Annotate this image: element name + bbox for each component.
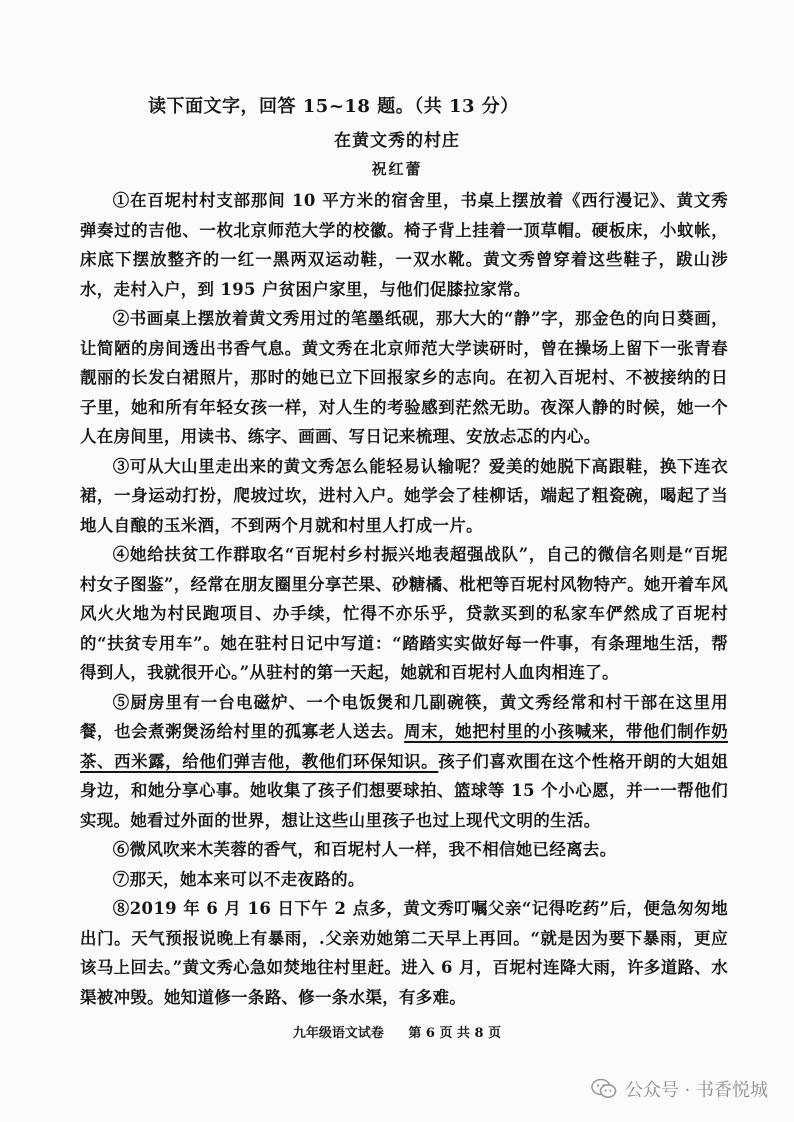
question-instruction: 读下面文字，回答 15~18 题。（共 13 分） (148, 96, 519, 117)
page-footer (0, 1022, 794, 1041)
paragraph-1: ①在百坭村村支部那间 10 平方米的宿舍里，书桌上摆放着《西行漫记》、黄文秀弹奏过的吉他、一枚北京师范大学的校徽。椅子背上挂着一顶草帽。硬板床，小蚊帐，床底下摆放整齐的一红一黑两双运动鞋，一双水靴。黄文秀曾穿着这些鞋子，跋山涉水，走村入户，到 195 户贫困户家里，与他们促膝拉家常。 (80, 191, 728, 299)
paragraph-4: ④她给扶贫工作群取名“百坭村乡村振兴地表超强战队”，自己的微信名则是“百坭村女子图鉴”，经常在朋友圈里分享芒果、砂糖橘、枇杷等百坭村风物特产。她开着车风风火火地为村民跑项目、办手续，忙得不亦乐乎，贷款买到的私家车俨然成了百坭村的“扶贫专用车”。她在驻村日记中写道：“踏踏实实做好每一件事，有条理地生活，帮得到人，我就很开心。”从驻村的第一天起，她就和百坭村人血肉相连了。 (80, 545, 728, 682)
paragraph-5 (80, 688, 728, 836)
underlined-sentence: 周末，她把村里的小孩喊来，带他们制作奶茶、西米露，给他们弹吉他，教他们环保知识。 (80, 722, 728, 771)
article-author: 祝红蕾 (371, 160, 423, 178)
watermark-text: 公众号 · 书香悦城 (624, 1080, 768, 1101)
paragraph-2: ②书画桌上摆放着黄文秀用过的笔墨纸砚，那大大的“静”字，那金色的向日葵画，让简陋的房间透出书香气息。黄文秀在北京师范大学读研时，曾在操场上留下一张青春靓丽的长发白裙照片，那时的她已立下回报家乡的志向。在初入百坭村、不被接纳的日子里，她和所有年轻女孩一样，对人生的考验感到茫然无助。夜深人静的时候，她一个人在房间里，用读书、练字、画画、写日记来梳理、安放忐忑的内心。 (80, 309, 728, 446)
watermark (591, 1076, 768, 1102)
paragraph-8: ⑧2019 年 6 月 16 日下午 2 点多，黄文秀叮嘱父亲“记得吃药”后，便急匆匆地出门。天气预报说晚上有暴雨，.父亲劝她第二天早上再回。“就是因为要下暴雨，更应该马上回去。”黄文秀心急如焚地往村里赶。进入 6 月，百坭村连降大雨，许多道路、水渠被冲毁。她知道修一条路、修一条水渠，有多难。 (80, 899, 728, 1007)
paragraph-5-after: 孩子们喜欢围在这个性格开朗的大姐姐身边，和她分享心事。她收集了孩子们想要球拍、篮球等 15 个小心愿，并一一帮他们实现。她看过外面的世界，想让这些山里孩子也过上现代文明的生活。 (80, 751, 728, 830)
paragraph-6: ⑥微风吹来木芙蓉的香气，和百坭村人一样，我不相信她已经离去。 (112, 840, 617, 859)
exam-name: 九年级语文试卷 (292, 1026, 384, 1041)
paragraph-7: ⑦那天，她本来可以不走夜路的。 (112, 869, 365, 889)
article-title: 在黄文秀的村庄 (334, 131, 460, 151)
article-body (80, 186, 728, 1012)
paragraph-5-before: ⑤厨房里有一台电磁炉、一个电饭煲和几副碗筷，黄文秀经常和村干部在这里用餐，也会煮粥煲汤给村里的孤寡老人送去。 (80, 692, 728, 741)
wechat-official-account-icon (591, 1078, 617, 1100)
paragraph-3: ③可从大山里走出来的黄文秀怎么能轻易认输呢？爱美的她脱下高跟鞋，换下连衣裙，一身运动打扮，爬坡过坎，进村入户。她学会了桂柳话，端起了粗瓷碗，喝起了当地人自酿的玉米酒，不到两个月就和村里人打成一片。 (80, 456, 728, 535)
page-number: 第 6 页 共 8 页 (408, 1026, 502, 1041)
